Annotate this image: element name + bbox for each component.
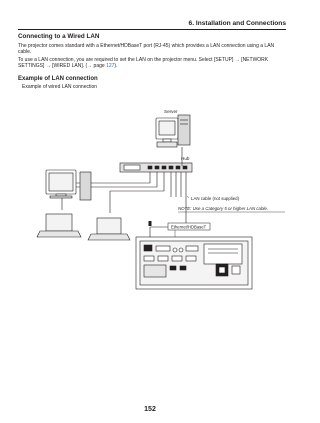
laptop-icon	[37, 214, 81, 237]
page-number: 152	[144, 406, 156, 413]
hub-label: Hub	[181, 156, 190, 161]
laptop-icon	[88, 218, 130, 240]
example-caption: Example of wired LAN connection	[22, 84, 98, 90]
hub-icon	[120, 163, 192, 172]
server-label: Server	[164, 109, 178, 114]
setup-text: To use a LAN connection, you are required to set the LAN on the projector menu. Select [SETUP] → [NETWORK SETTINGS] → [WIRED LAN]. (→ page	[18, 57, 269, 70]
server-icon	[156, 115, 190, 147]
intro-paragraph: The projector comes standard with a Ethernet/HDBaseT port (RJ-45) which provides a LAN connection using a LAN cable.	[18, 43, 275, 56]
cable-note: NOTE: Use a Category 5 or higher LAN cable.	[178, 206, 269, 211]
projector-rear-panel	[136, 237, 252, 289]
example-heading: Example of LAN connection	[18, 76, 98, 82]
cable-label: LAN cable (not supplied)	[191, 196, 240, 201]
desktop-pc-icon	[46, 170, 91, 200]
cable-connector-icon	[149, 221, 152, 226]
chapter-header: 6. Installation and Connections	[188, 20, 286, 27]
page-link[interactable]: 127	[106, 63, 115, 70]
section-title: Connecting to a Wired LAN	[18, 33, 100, 40]
cable-label-pointer	[187, 196, 189, 198]
port-label: Ethernet/HDBaseT	[171, 224, 207, 230]
setup-text-end: ).	[114, 63, 118, 70]
